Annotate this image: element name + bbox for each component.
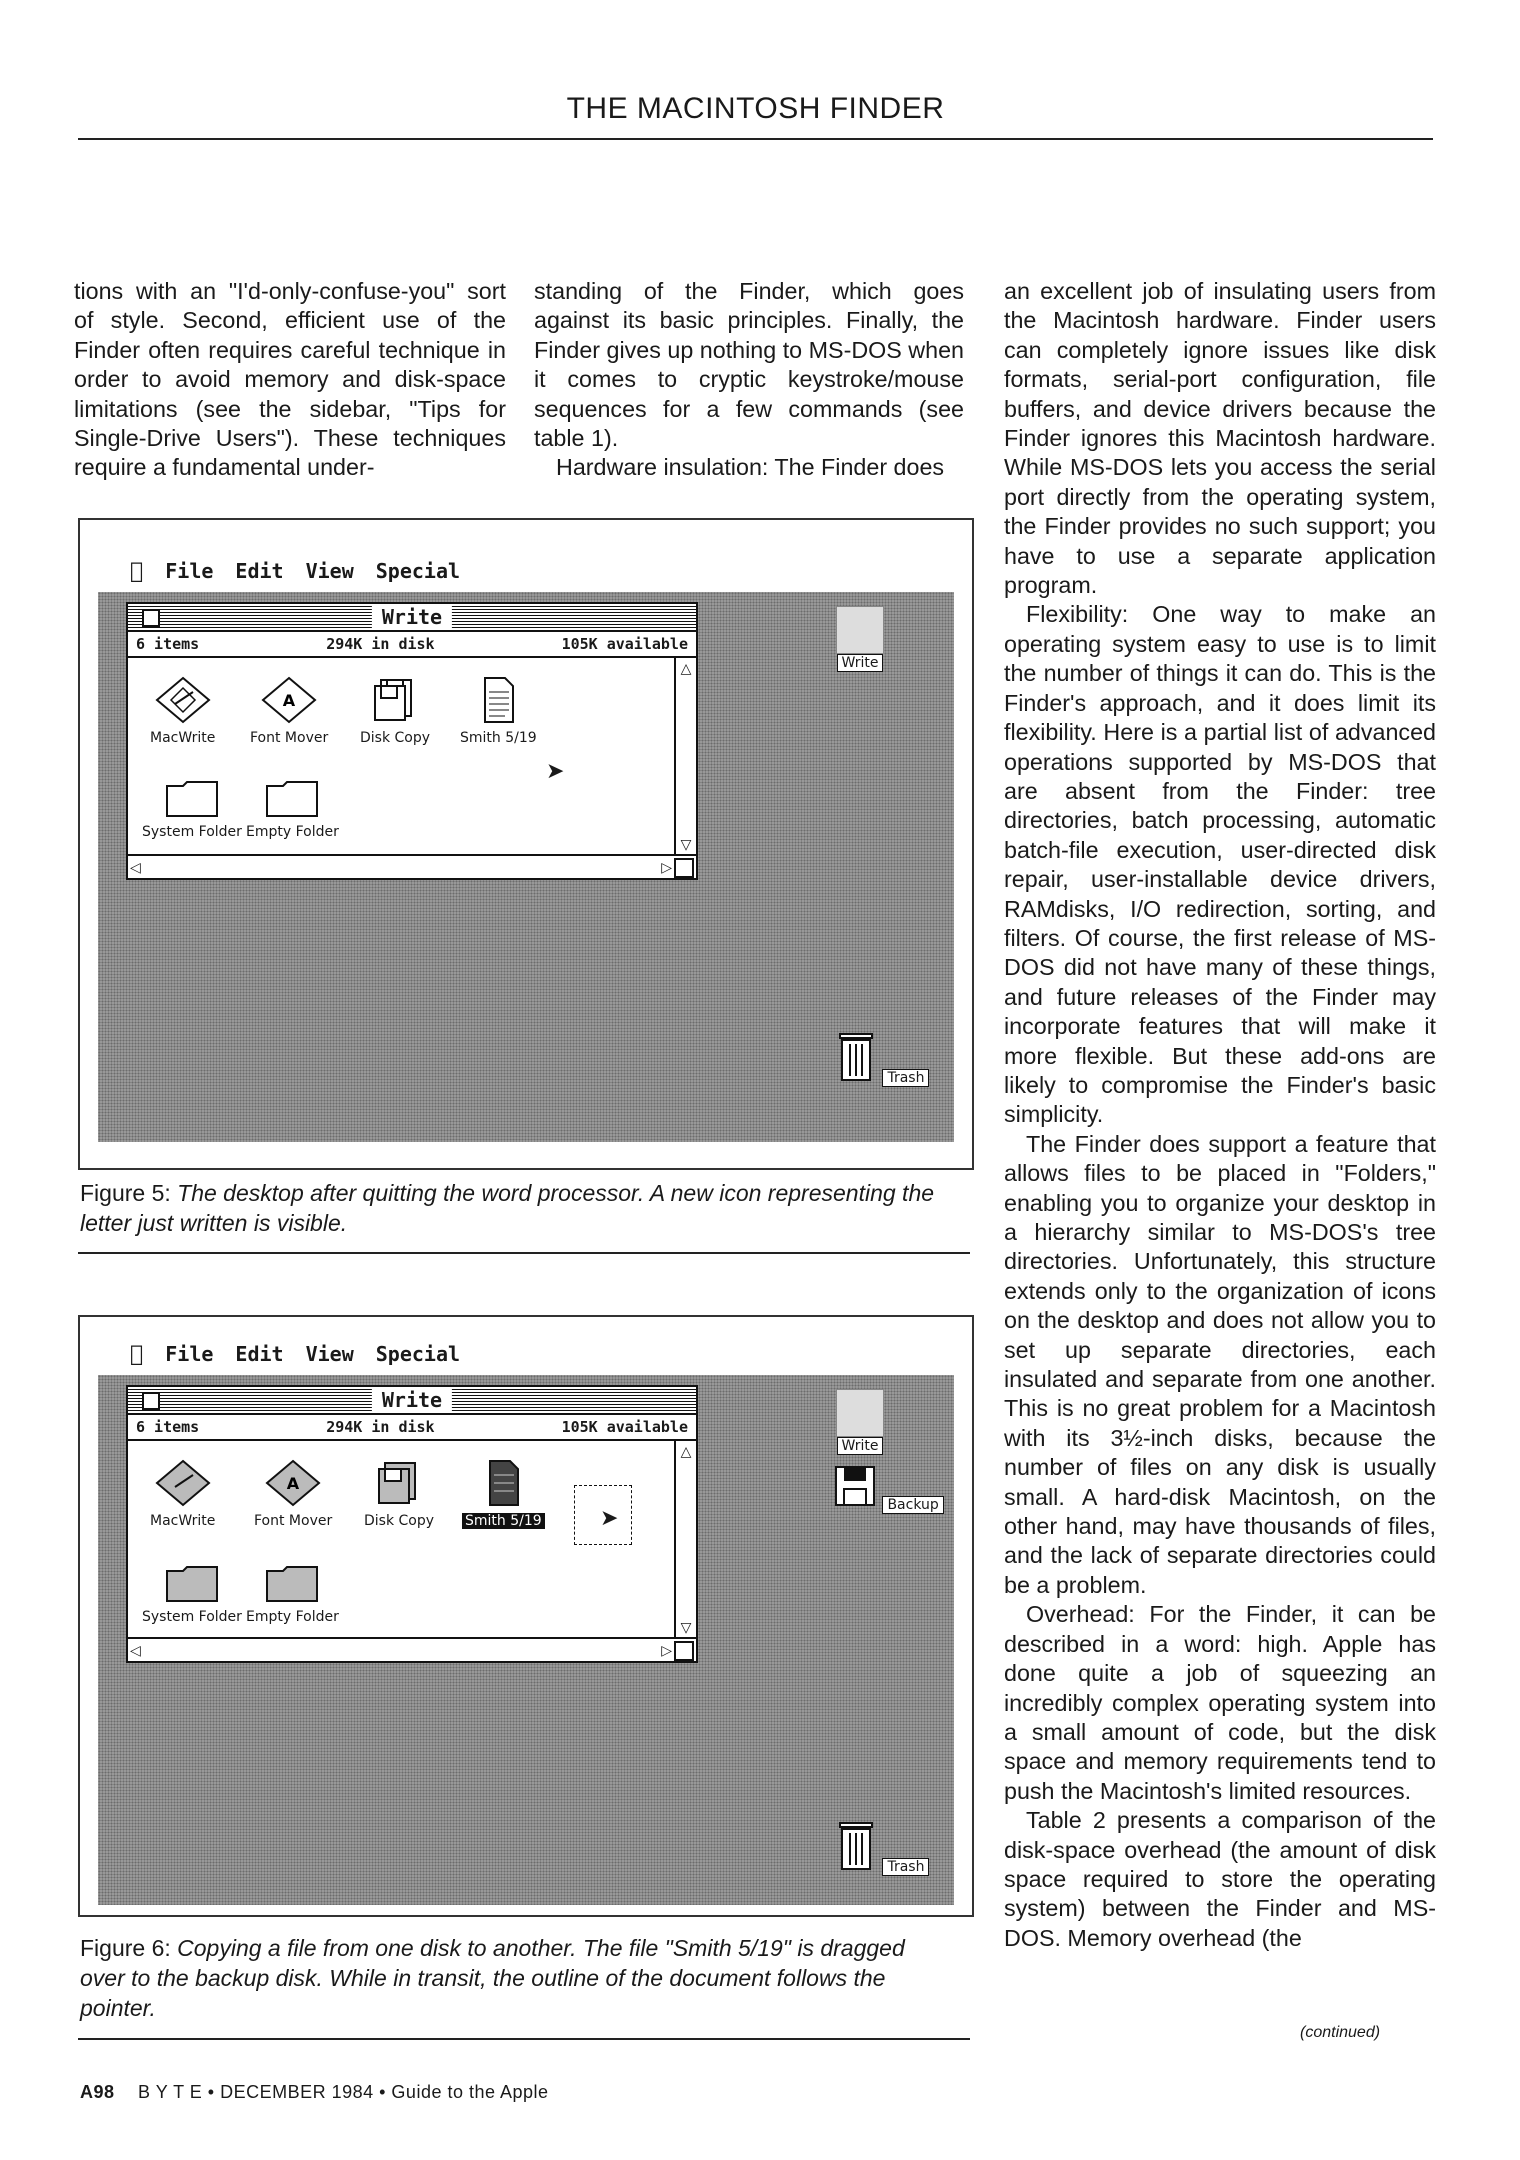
col3-paragraph-1: an excellent job of insulating users from the Macintosh hardware. Finder users can completely ignore issues like disk formats, serial-port configuration, file buffers, and device drivers because the Finder ignores this Macintosh hardware. While MS-DOS lets you access the serial port directly from the operating system, the Finder provides no such support; you have to use a separate application program. [1004, 278, 1436, 599]
svg-text:A: A [286, 1474, 300, 1493]
system-folder-icon[interactable] [142, 778, 242, 840]
column-3 [1004, 277, 1436, 1953]
smith-document-icon-selected[interactable] [462, 1459, 545, 1529]
figure-5-caption [80, 1178, 942, 1238]
grow-box-icon[interactable] [674, 1641, 694, 1661]
header-rule [78, 138, 1433, 140]
icon-label: System Folder [142, 1609, 242, 1625]
figure-6-label: Figure 6: [80, 1935, 171, 1961]
item-count: 6 items [136, 1418, 200, 1436]
icon-label: Disk Copy [360, 730, 431, 746]
empty-folder-icon[interactable] [246, 1563, 339, 1625]
mouse-pointer-icon: ➤ [600, 1505, 619, 1530]
col3-paragraph-3: The Finder does support a feature that allows files to be placed in "Folders," enabling you to organize your desktop in a hierarchy similar to MS-DOS's tree directories. Unfortunately, this structure extends only to the organization of icons on the desktop and does not allow you to set up separate directories, each insulated and separate from one another. This is no great problem for a Macintosh with its 3½-inch disks, because the number of files on any disk is usually small. A hard-disk Macintosh, on the other hand, may have thousands of files, and the lack of separate directories could be a problem. [1004, 1130, 1436, 1598]
menu-file[interactable]: File [152, 559, 201, 583]
scroll-down-arrow-icon[interactable]: ▽ [680, 1619, 692, 1635]
font-mover-icon[interactable] [250, 676, 328, 746]
scroll-down-arrow-icon[interactable]: ▽ [680, 836, 692, 852]
icon-label: Smith 5/19 [460, 730, 537, 746]
grow-box-icon[interactable] [674, 858, 694, 878]
window-titlebar[interactable] [128, 604, 696, 632]
trash-label: Trash [882, 1858, 929, 1876]
mac-screen [98, 550, 954, 1142]
figure-5-caption-text: The desktop after quitting the word processor. A new icon representing the letter just written is visible. [80, 1180, 935, 1236]
icon-label-selected: Smith 5/19 [462, 1513, 545, 1529]
icon-label: Empty Folder [246, 824, 339, 840]
window-title: Write [372, 1387, 452, 1413]
icon-label: Font Mover [254, 1513, 333, 1529]
figure-6-screenshot [78, 1315, 974, 1917]
col2-paragraph-2 [534, 453, 964, 482]
trash-icon[interactable] [834, 1819, 929, 1876]
smith-document-icon[interactable] [460, 676, 537, 746]
figure-6-rule [78, 2038, 970, 2040]
icon-label: Empty Folder [246, 1609, 339, 1625]
window-info-bar [128, 632, 696, 658]
col3-paragraph-2 [1004, 600, 1436, 1129]
runin-hardware-insulation: Hardware insulation: [556, 454, 769, 481]
window-titlebar[interactable] [128, 1387, 696, 1415]
col3-paragraph-2-text: One way to make an operating system easy to use is to limit the number of things it can do. This is the Finder's approach, and it does limit its flexibility. Here is a partial list of advanced operations supported by MS-DOS that are absent from the Finder: tree directories, batch processing, automatic batch-file execution, user-directed disk repair, user-installable device drivers, RAMdisks, I/O redirection, sorting, and filters. Of course, the first release of MS-DOS did not have many of these things, and future releases of the Finder may incorporate features that will make it more flexible. But these add-ons are likely to compromise the Finder's basic simplicity. [1004, 601, 1436, 1128]
col3-paragraph-4 [1004, 1600, 1436, 1806]
apple-menu-icon[interactable] [130, 1342, 143, 1367]
col3-paragraph-4-text: For the Finder, it can be described in a word: high. Apple has done quite a job of squeezing an incredibly complex operating system into a small amount of code, but the disk space and memory requirements tend to push the Macintosh's limited resources. [1004, 1601, 1436, 1804]
item-count: 6 items [136, 635, 200, 653]
trash-label: Trash [882, 1069, 929, 1087]
figure-5-rule [78, 1252, 970, 1254]
disk-available: 105K available [561, 635, 688, 653]
menu-view[interactable]: View [292, 559, 341, 583]
write-disk-icon[interactable] [836, 1389, 884, 1455]
menu-bar [98, 550, 954, 594]
horizontal-scrollbar[interactable] [128, 854, 696, 878]
continued-note: (continued) [1300, 2024, 1381, 2041]
window-content [128, 658, 696, 854]
menu-edit[interactable]: Edit [222, 559, 271, 583]
icon-label: MacWrite [150, 1513, 216, 1529]
mac-screen [98, 1333, 954, 1905]
scroll-up-arrow-icon[interactable]: △ [680, 660, 692, 676]
figure-5-label: Figure 5: [80, 1180, 171, 1206]
figure-6-caption-text: Copying a file from one disk to another. The file "Smith 5/19" is dragged over to the backup disk. While in transit, the outline of the document follows the pointer. [80, 1935, 905, 2021]
disk-usage: 294K in disk [326, 1418, 435, 1436]
icon-label: Disk Copy [364, 1513, 435, 1529]
disk-copy-icon[interactable] [360, 676, 430, 746]
scroll-left-arrow-icon[interactable]: ◁ [130, 1642, 141, 1658]
write-disk-icon[interactable] [836, 606, 884, 672]
empty-folder-icon[interactable] [246, 778, 339, 840]
window-content [128, 1441, 696, 1637]
scroll-left-arrow-icon[interactable]: ◁ [130, 859, 141, 875]
write-disk-label: Write [837, 1437, 884, 1455]
page-footer [80, 2082, 549, 2103]
disk-copy-icon[interactable] [364, 1459, 434, 1529]
finder-window[interactable] [126, 602, 698, 880]
mouse-pointer-icon: ➤ [546, 758, 565, 783]
write-disk-label: Write [837, 654, 884, 672]
menu-file[interactable]: File [152, 1342, 201, 1366]
close-box-icon[interactable] [142, 1392, 160, 1410]
disk-available: 105K available [561, 1418, 688, 1436]
scroll-right-arrow-icon[interactable]: ▷ [661, 1642, 672, 1658]
backup-disk-label: Backup [882, 1496, 943, 1514]
disk-usage: 294K in disk [326, 635, 435, 653]
font-mover-icon[interactable] [254, 1459, 332, 1529]
icon-label: Font Mover [250, 730, 329, 746]
menu-view[interactable]: View [292, 1342, 341, 1366]
desktop [98, 1375, 954, 1905]
column-2 [534, 277, 964, 483]
svg-text:A: A [282, 691, 296, 710]
icon-label: System Folder [142, 824, 242, 840]
close-box-icon[interactable] [142, 609, 160, 627]
page-number: A98 [80, 2082, 115, 2102]
macwrite-icon[interactable] [150, 1459, 215, 1529]
menu-bar [98, 1333, 954, 1377]
figure-5-screenshot [78, 518, 974, 1170]
footer-text: B Y T E • DECEMBER 1984 • Guide to the Apple [138, 2082, 549, 2102]
icon-label: MacWrite [150, 730, 216, 746]
desktop [98, 592, 954, 1142]
col2-paragraph-1: standing of the Finder, which goes against its basic principles. Finally, the Finder gives up nothing to MS-DOS when it comes to cryptic keystroke/mouse sequences for a few commands (see table 1). [534, 278, 964, 452]
vertical-scrollbar[interactable] [674, 1441, 696, 1637]
column-1 [74, 277, 506, 483]
page-header: THE MACINTOSH FINDER [566, 92, 945, 125]
runin-overhead: Overhead: [1026, 1601, 1135, 1628]
menu-edit[interactable]: Edit [222, 1342, 271, 1366]
trash-icon[interactable] [834, 1030, 929, 1087]
macwrite-icon[interactable] [150, 676, 215, 746]
col1-paragraph: tions with an "I'd-only-confuse-you" sort of style. Second, efficient use of the Finder often requires careful technique in order to avoid memory and disk-space limitations (see the sidebar, "Tips for Single-Drive Users"). These techniques require a fundamental under- [74, 278, 506, 481]
runin-flexibility: Flexibility: [1026, 601, 1129, 628]
menu-special[interactable]: Special [362, 1342, 447, 1366]
finder-window[interactable] [126, 1385, 698, 1663]
col3-paragraph-5: Table 2 presents a comparison of the disk-space overhead (the amount of disk space required to store the operating system) between the Finder and MS-DOS. Memory overhead (the [1004, 1807, 1436, 1951]
scroll-up-arrow-icon[interactable]: △ [680, 1443, 692, 1459]
window-info-bar [128, 1415, 696, 1441]
system-folder-icon[interactable] [142, 1563, 242, 1625]
horizontal-scrollbar[interactable] [128, 1637, 696, 1661]
backup-disk-icon[interactable] [832, 1463, 944, 1514]
figure-6-caption [80, 1933, 942, 2023]
col2-paragraph-2-text: The Finder does [768, 454, 945, 481]
window-title: Write [372, 604, 452, 630]
menu-special[interactable]: Special [362, 559, 447, 583]
apple-menu-icon[interactable] [130, 559, 143, 584]
scroll-right-arrow-icon[interactable]: ▷ [661, 859, 672, 875]
vertical-scrollbar[interactable] [674, 658, 696, 854]
